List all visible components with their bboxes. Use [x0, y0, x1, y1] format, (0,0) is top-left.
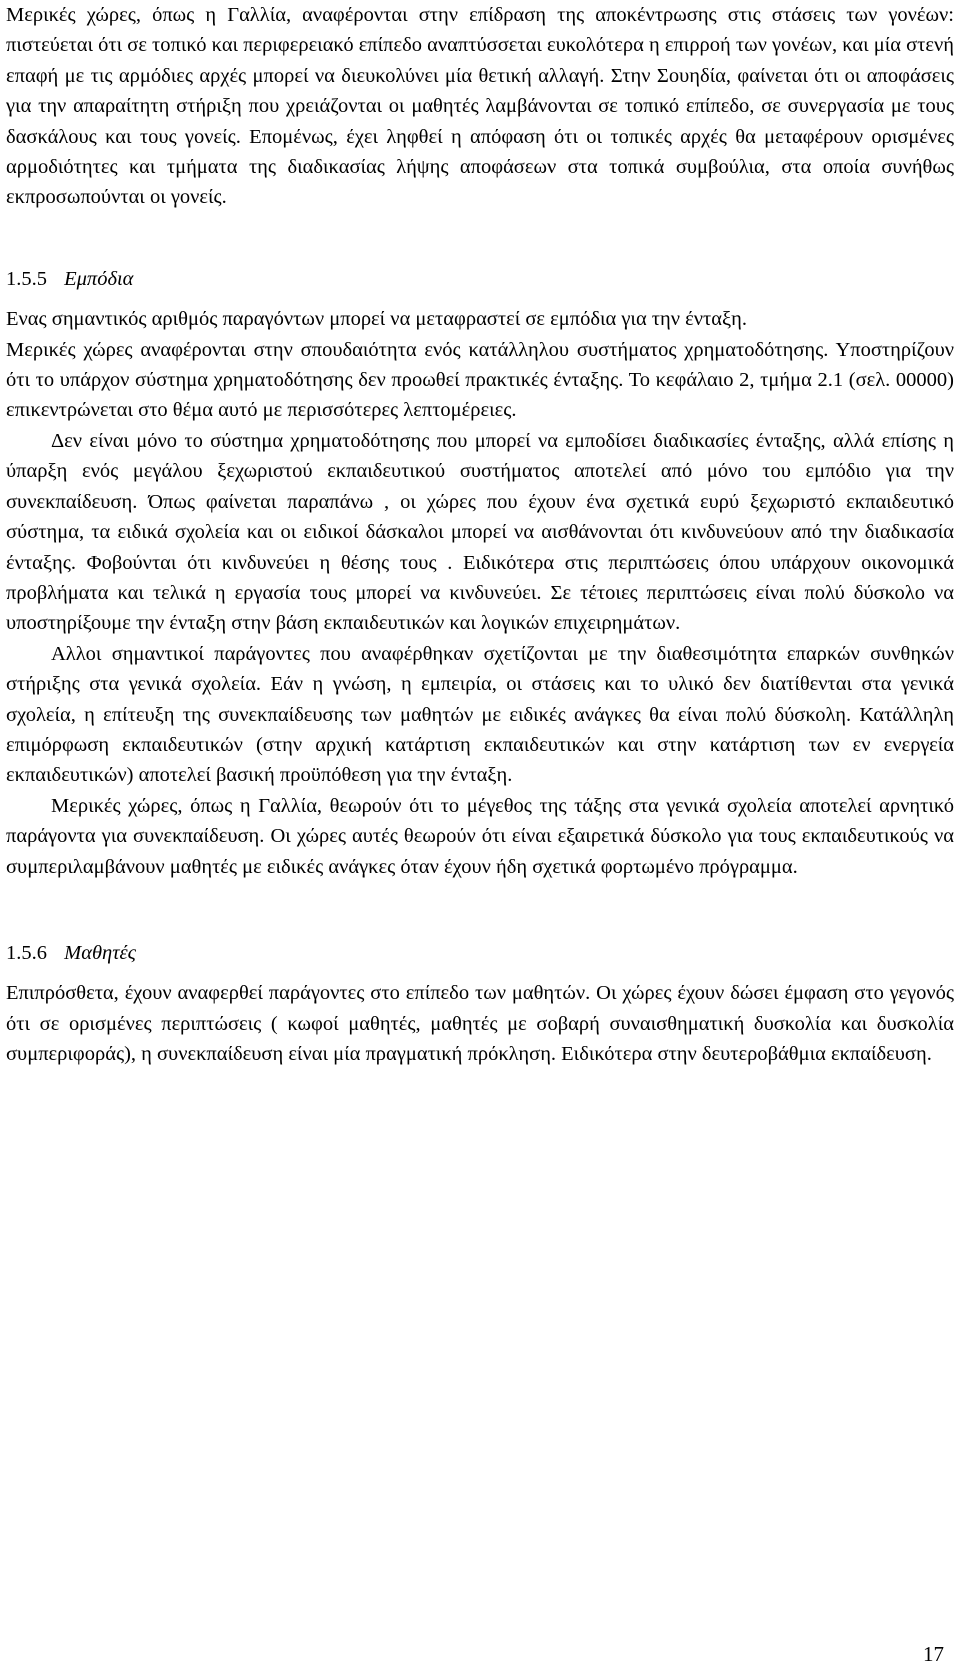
- paragraph-funding: Μερικές χώρες αναφέρονται στην σπουδαιότητα ενός κατάλληλου συστήματος χρηματοδότησης. Υποστηρίζουν ότι το υπάρχον σύστημα χρηματοδότησης δεν προωθεί πρακτικές ένταξης. Το κεφάλαιο 2, τμήμα 2.1 (σελ. 00000) επικεντρώνεται στο θέμα αυτό με περισσότερες λεπτομέρειες.: [6, 338, 954, 422]
- section-heading-students: [6, 938, 954, 968]
- paragraph-decentralisation: Μερικές χώρες, όπως η Γαλλία, αναφέρονται στην επίδραση της αποκέντρωσης στις στάσεις των γονέων: πιστεύεται ότι σε τοπικό και περιφερειακό επίπεδο αναπτύσσεται ευκολότερα η επιρροή των γονέων, και μία στενή επαφή με τις αρμόδιες αρχές μπορεί να διευκολύνει μία θετική αλλαγή. Στην Σουηδία, φαίνεται ότι οι αποφάσεις για την απαραίτητη στήριξη που χρειάζονται οι μαθητές λαμβάνονται σε τοπικό επίπεδο, σε συνεργασία με τους δασκάλους και τους γονείς. Επομένως, έχει ληφθεί η απόφαση ότι οι τοπικές αρχές θα μεταφέρουν ορισμένες αρμοδιότητες και τμήματα της διαδικασίας λήψης αποφάσεων στα τοπικά συμβούλια, στα οποία συνήθως εκπροσωπούνται οι γονείς.: [6, 4, 954, 209]
- section-title: Μαθητές: [64, 941, 136, 964]
- spacer: [6, 213, 954, 264]
- paragraph-barriers-intro: Ενας σημαντικός αριθμός παραγόντων μπορεί να μεταφραστεί σε εμπόδια για την ένταξη.: [6, 308, 748, 331]
- paragraph-students: Επιπρόσθετα, έχουν αναφερθεί παράγοντες στο επίπεδο των μαθητών. Οι χώρες έχουν δώσει έμφαση στο γεγονός ότι σε ορισμένες περιπτώσεις ( κωφοί μαθητές, μαθητές με σοβαρή συναισθηματική δυσκολία και δυσκολία συμπεριφοράς), η συνεκπαίδευση είναι μία πραγματική πρόκληση. Ειδικότερα στην δευτεροβάθμια εκπαίδευση.: [6, 982, 954, 1066]
- section-heading-barriers: [6, 264, 954, 294]
- page-number: 17: [923, 1642, 944, 1666]
- section-title: Εμπόδια: [64, 267, 134, 290]
- paragraph-support-conditions: Αλλοι σημαντικοί παράγοντες που αναφέρθηκαν σχετίζονται με την διαθεσιμότητα επαρκών συνθηκών στήριξης στα γενικά σχολεία. Εάν η γνώση, η εμπειρία, οι στάσεις και το υλικό δεν διατίθενται στα γενικά σχολεία, η επίτευξη της συνεκπαίδευσης των μαθητών με ειδικές ανάγκες θα είναι πολύ δύσκολη. Κατάλληλη επιμόρφωση εκπαιδευτικών (στην αρχική κατάρτιση εκπαιδευτικών και στην κατάρτιση των εν ενεργεία εκπαιδευτικών) αποτελεί βασική προϋπόθεση για την ένταξη.: [6, 642, 954, 787]
- spacer: [6, 294, 954, 304]
- section-number: 1.5.5: [6, 267, 47, 290]
- paragraph-class-size: Μερικές χώρες, όπως η Γαλλία, θεωρούν ότι το μέγεθος της τάξης στα γενικά σχολεία αποτελεί αρνητικό παράγοντα για συνεκπαίδευση. Οι χώρες αυτές θεωρούν ότι είναι εξαιρετικά δύσκολο για τους εκπαιδευτικούς να συμπεριλαμβάνουν μαθητές με ειδικές ανάγκες όταν έχουν ήδη σχετικά φορτωμένο πρόγραμμα.: [6, 794, 954, 878]
- section-number: 1.5.6: [6, 941, 47, 964]
- document-page: [6, 0, 954, 1070]
- spacer: [6, 968, 954, 978]
- paragraph-separate-system: Δεν είναι μόνο το σύστημα χρηματοδότησης που μπορεί να εμποδίσει διαδικασίες ένταξης, αλλά επίσης η ύπαρξη ενός μεγάλου ξεχωριστού εκπαιδευτικού συστήματος αποτελεί από μόνο του εμπόδιο για την συνεκπαίδευση. Όπως φαίνεται παραπάνω , οι χώρες που έχουν ένα σχετικά ευρύ ξεχωριστό εκπαιδευτικό σύστημα, τα ειδικά σχολεία και οι ειδικοί δάσκαλοι μπορεί να αισθάνονται ότι κινδυνεύουν από την διαδικασία ένταξης. Φοβούνται ότι κινδυνεύει η θέσης τους . Ειδικότερα στις περιπτώσεις όπου υπάρχουν οικονομικά προβλήματα και τελικά η εργασία τους μπορεί να κινδυνεύει. Σε τέτοιες περιπτώσεις είναι πολύ δύσκολο να υποστηρίξουμε την ένταξη στην βάση εκπαιδευτικών και λογικών επιχειρημάτων.: [6, 429, 954, 635]
- spacer: [6, 882, 954, 938]
